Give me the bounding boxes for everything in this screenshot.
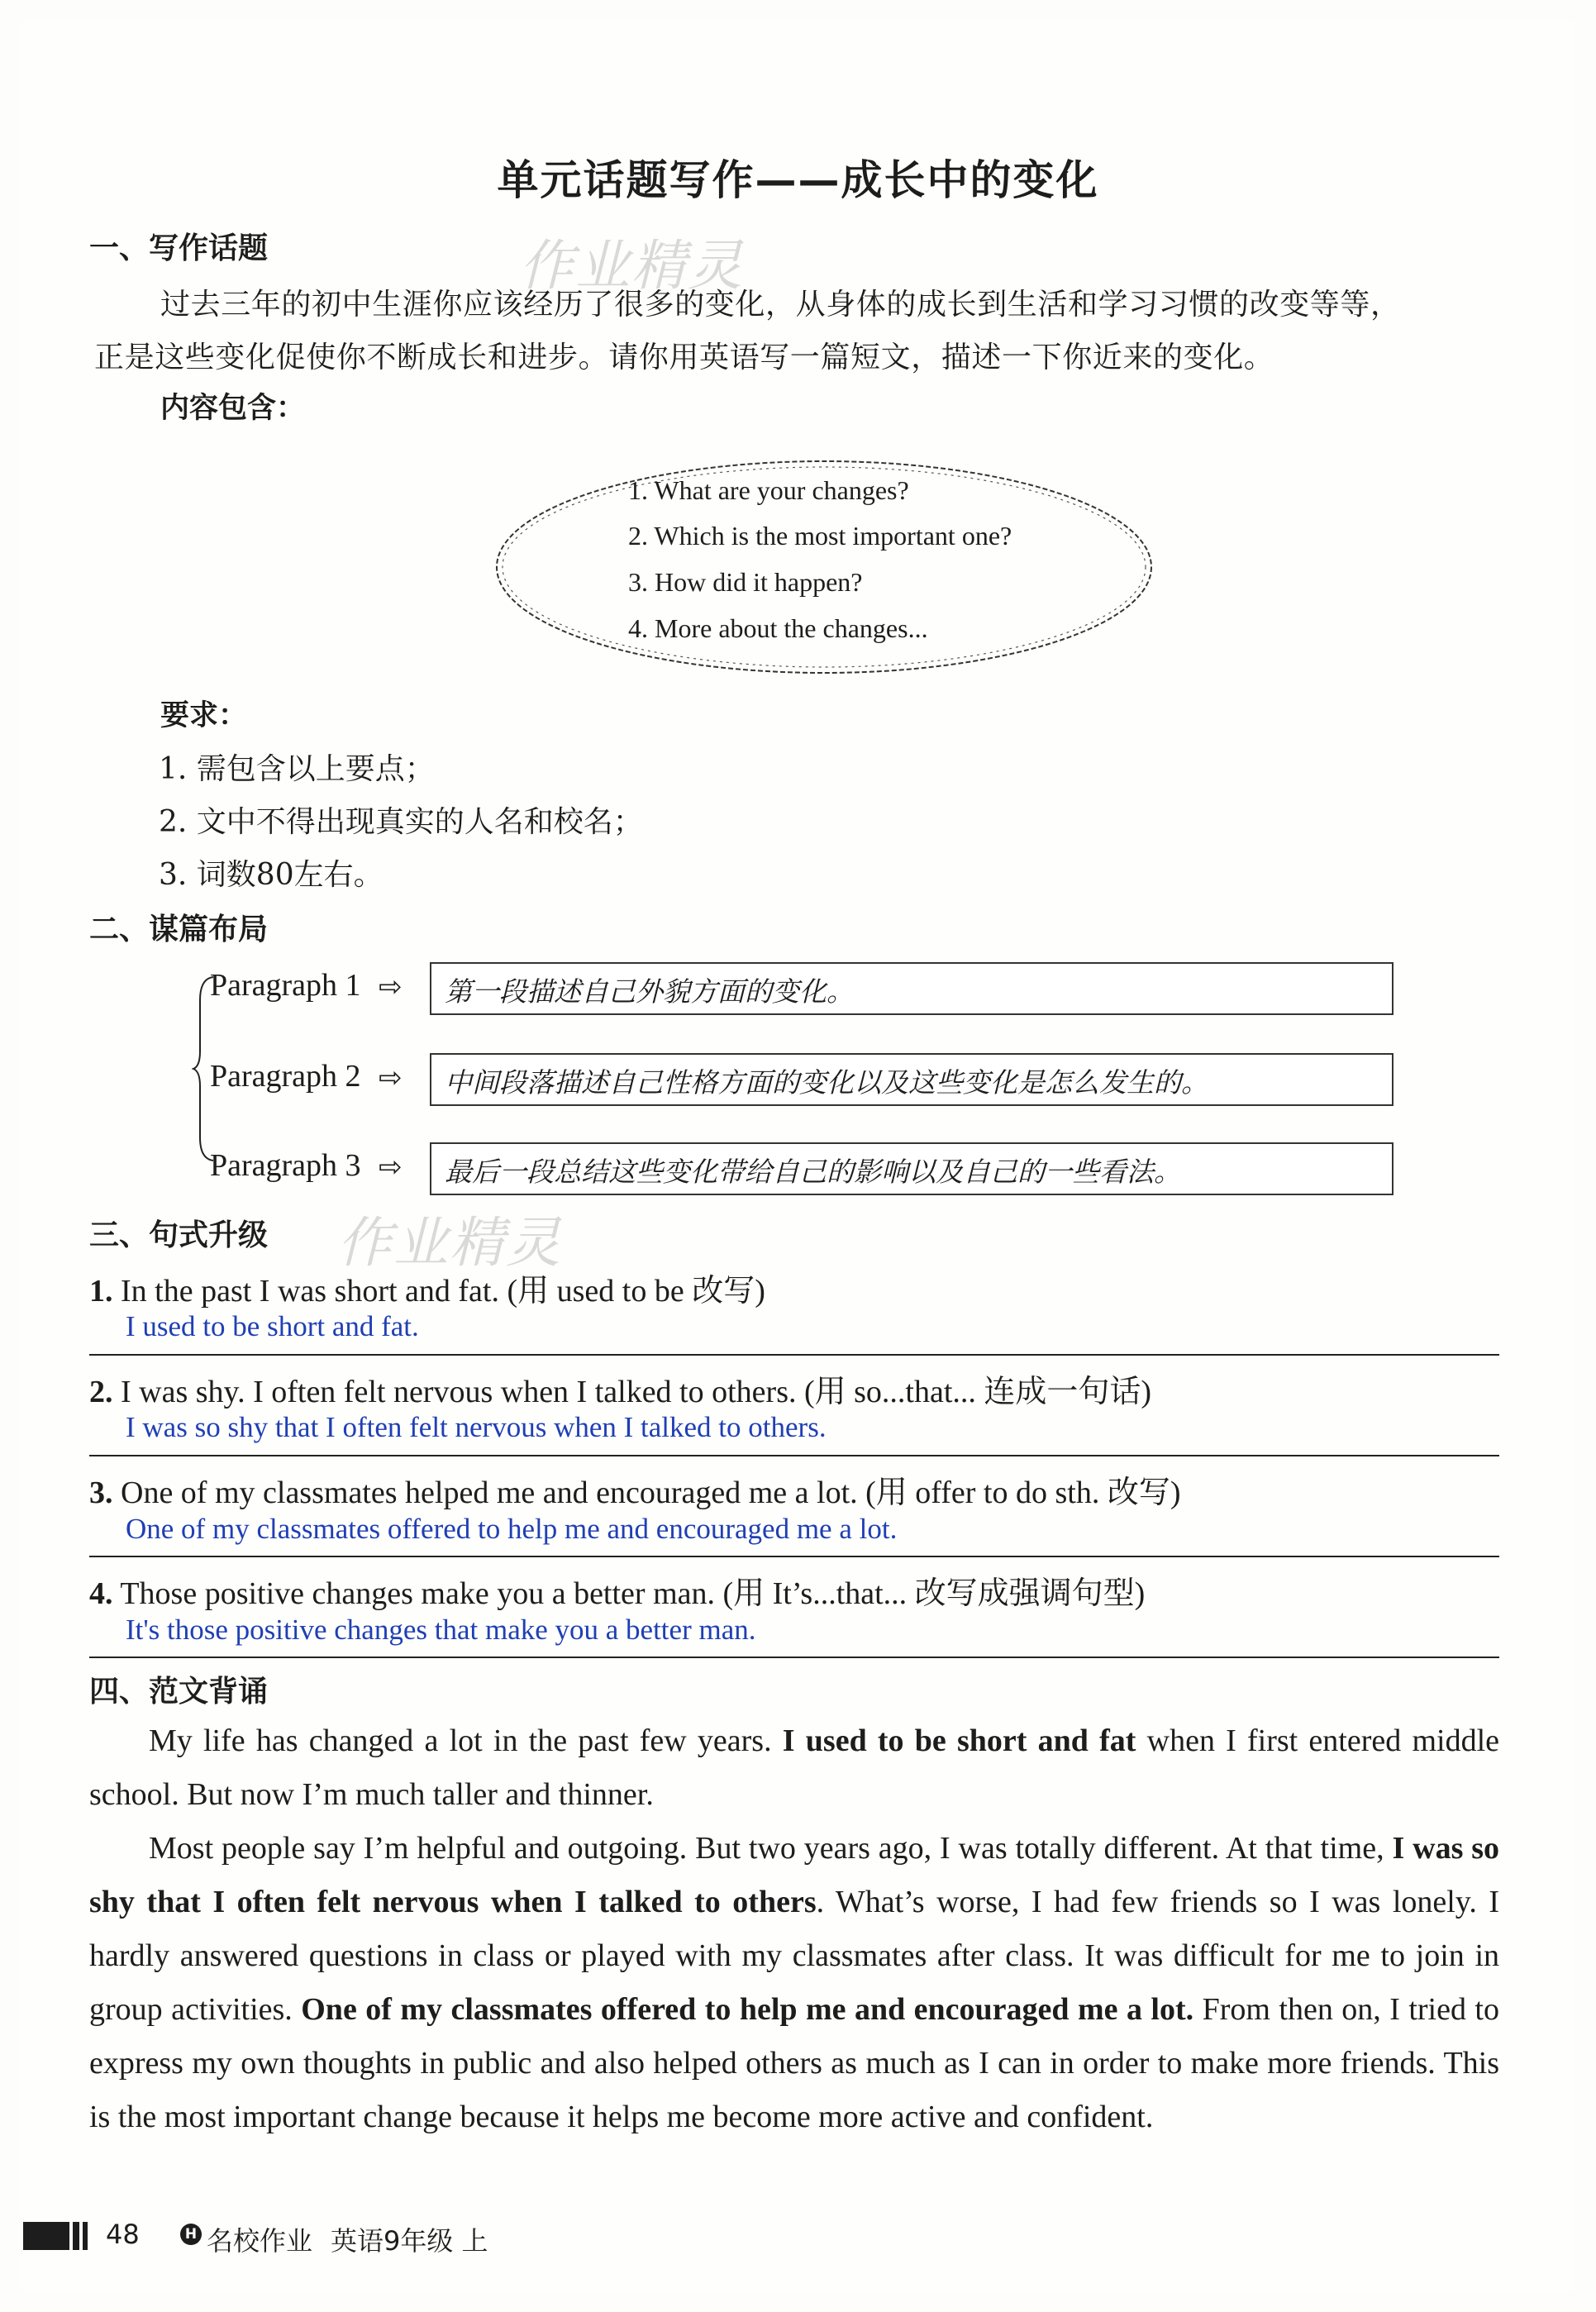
brand-logo-icon: H xyxy=(180,2224,202,2245)
section-heading-model-essay: 四、范文背诵 xyxy=(89,1675,269,1709)
requirement-item: 3. 词数80左右。 xyxy=(159,858,384,892)
paragraph-box xyxy=(430,1142,1394,1195)
section-heading-topic: 一、写作话题 xyxy=(89,231,269,265)
footer-bar xyxy=(23,2222,69,2250)
exercise-question: 3. One of my classmates helped me and encouraged me a lot. (用 offer to do sth. 改写) xyxy=(89,1475,1181,1510)
essay-paragraph: Most people say I’m helpful and outgoing. But two years ago, I was totally different. At that time, I was so shy that I often felt nervous when I talked to others. What’s worse, I had few friends so I was lonely. I hardly answered questions in class or played with my classmates after class. It was difficult for me to join in group activities. One of my classmates offered to help me and encouraged me a lot. From then on, I tried to express my own thoughts in public and also helped others as much as I can in order to make more friends. This is the most important change because it helps me become more active and confident. xyxy=(89,1831,1500,2134)
exercise-answer: It's those positive changes that make you a better man. xyxy=(126,1614,756,1646)
paragraph-label: Paragraph 3 xyxy=(210,1148,361,1183)
arrow-right-icon: ⇨ xyxy=(379,970,403,1003)
brand-name: 名校作业 xyxy=(207,2225,313,2257)
section-heading-layout: 二、谋篇布局 xyxy=(89,913,269,946)
exercise-question: 2. I was shy. I often felt nervous when I talked to others. (用 so...that... 连成一句话) xyxy=(89,1375,1152,1409)
page-number: 48 xyxy=(106,2219,140,2250)
paragraph-label: Paragraph 2 xyxy=(210,1059,361,1094)
footer-bar xyxy=(73,2222,79,2250)
subject-grade: 英语9年级 上 xyxy=(331,2225,488,2257)
paragraph-text: 最后一段总结这些变化带给自己的影响以及自己的一些看法。 xyxy=(445,1156,1181,1188)
answer-line xyxy=(89,1657,1499,1658)
bubble-item: 1. What are your changes? xyxy=(628,475,909,505)
bubble-item: 3. How did it happen? xyxy=(628,567,863,597)
paragraph-text: 中间段落描述自己性格方面的变化以及这些变化是怎么发生的。 xyxy=(445,1066,1208,1099)
exercise-question: 4. Those positive changes make you a better man. (用 It’s...that... 改写成强调句型) xyxy=(89,1576,1146,1611)
paragraph-text: 第一段描述自己外貌方面的变化。 xyxy=(445,975,854,1008)
model-essay xyxy=(89,1714,1499,2144)
paragraph-box xyxy=(430,1053,1394,1106)
requirements-label: 要求： xyxy=(160,699,248,732)
footer-bar xyxy=(83,2222,88,2250)
exercise-answer: I was so shy that I often felt nervous when I talked to others. xyxy=(126,1411,827,1443)
content-label: 内容包含： xyxy=(160,392,306,425)
paragraph-box xyxy=(430,962,1394,1015)
watermark: 作业精灵 xyxy=(519,234,744,298)
exercise-answer: I used to be short and fat. xyxy=(126,1310,419,1342)
answer-line xyxy=(89,1455,1499,1456)
intro-line: 正是这些变化促使你不断成长和进步。请你用英语写一篇短文，描述一下你近来的变化。 xyxy=(94,341,1274,374)
bubble-item: 2. Which is the most important one? xyxy=(628,521,1012,551)
exercise-answer: One of my classmates offered to help me and encouraged me a lot. xyxy=(126,1513,898,1545)
exercise-question: 1. In the past I was short and fat. (用 used to be 改写) xyxy=(89,1274,765,1309)
bubble-item: 4. More about the changes... xyxy=(628,613,928,643)
requirement-item: 2. 文中不得出现真实的人名和校名； xyxy=(159,805,643,839)
answer-line xyxy=(89,1556,1499,1557)
intro-line: 过去三年的初中生涯你应该经历了很多的变化，从身体的成长到生活和学习习惯的改变等等， xyxy=(160,288,1401,322)
essay-paragraph: My life has changed a lot in the past few years. I used to be short and fat when I first entered middle school. But now I’m much taller and thinner. xyxy=(89,1723,1499,1812)
answer-line xyxy=(89,1354,1499,1356)
section-heading-sentences: 三、句式升级 xyxy=(89,1218,269,1252)
watermark: 作业精灵 xyxy=(337,1211,562,1275)
requirement-item: 1. 需包含以上要点； xyxy=(159,752,435,786)
arrow-right-icon: ⇨ xyxy=(379,1151,403,1184)
paragraph-label: Paragraph 1 xyxy=(210,968,361,1003)
arrow-right-icon: ⇨ xyxy=(379,1061,403,1094)
page-title: 单元话题写作——成长中的变化 xyxy=(497,156,1099,204)
